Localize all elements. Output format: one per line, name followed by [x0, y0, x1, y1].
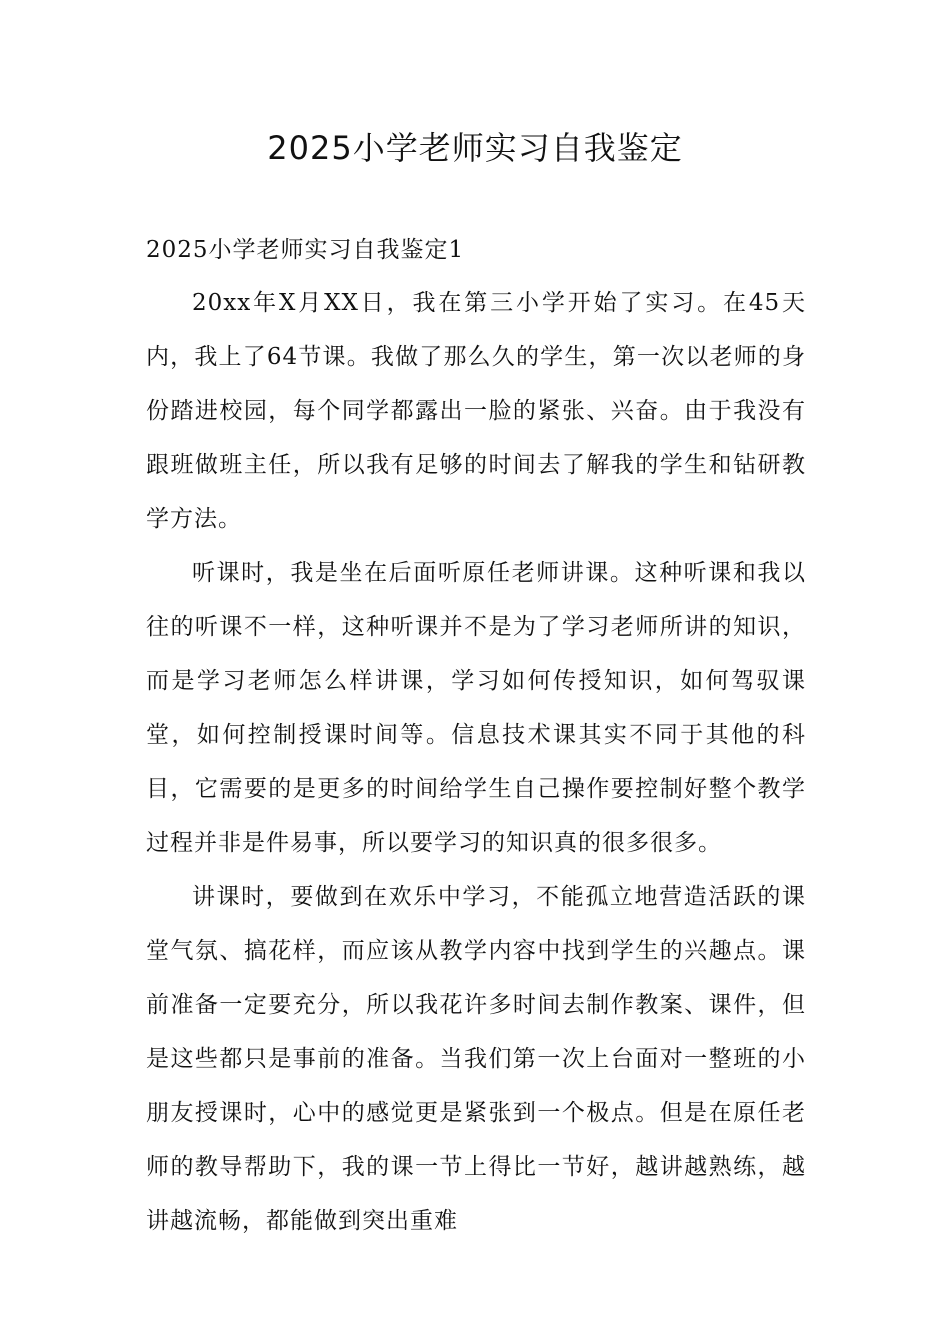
section-heading: 2025小学老师实习自我鉴定1 [146, 237, 465, 263]
paragraph-3: 讲课时，要做到在欢乐中学习，不能孤立地营造活跃的课堂气氛、搞花样，而应该从教学内容中找到学生的兴趣点。课前准备一定要充分，所以我花许多时间去制作教案、课件，但是这些都只是事前的准备。当我们第一次上台面对一整班的小朋友授课时，心中的感觉更是紧张到一个极点。但是在原任老师的教导帮助下，我的课一节上得比一节好，越讲越熟练，越讲越流畅，都能做到突出重难 [146, 884, 806, 1234]
document-title: 2025小学老师实习自我鉴定 [267, 129, 683, 167]
paragraph-2: 听课时，我是坐在后面听原任老师讲课。这种听课和我以往的听课不一样，这种听课并不是为了学习老师所讲的知识，而是学习老师怎么样讲课，学习如何传授知识，如何驾驭课堂，如何控制授课时间等。信息技术课其实不同于其他的科目，它需要的是更多的时间给学生自己操作要控制好整个教学过程并非是件易事，所以要学习的知识真的很多很多。 [146, 560, 806, 856]
document-body [146, 228, 806, 1248]
paragraph-1: 20xx年X月XX日，我在第三小学开始了实习。在45天内，我上了64节课。我做了那么久的学生，第一次以老师的身份踏进校园，每个同学都露出一脸的紧张、兴奋。由于我没有跟班做班主任，所以我有足够的时间去了解我的学生和钻研教学方法。 [146, 290, 806, 532]
